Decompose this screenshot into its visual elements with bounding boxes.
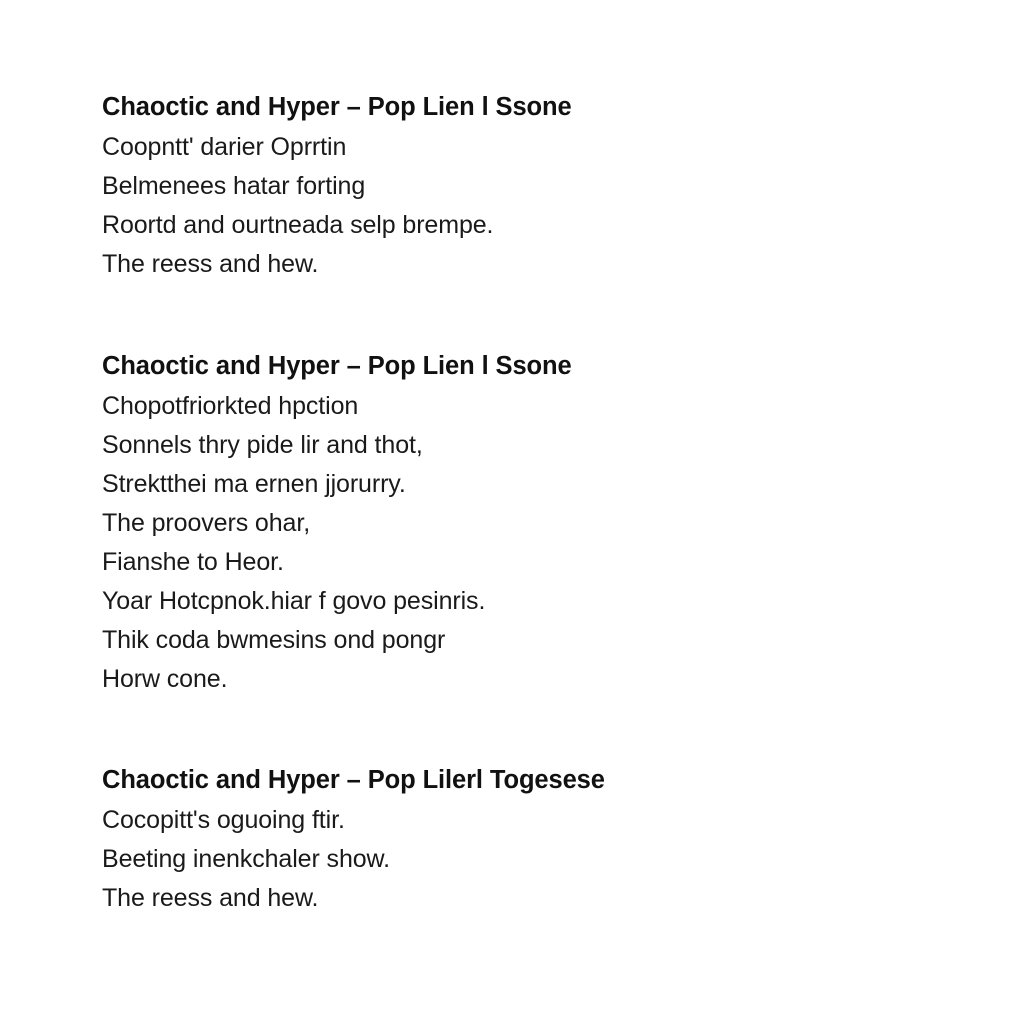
block-line: Thik coda bwmesins ond pongr — [102, 626, 446, 654]
block-heading: Chaoctic and Hyper – Pop Lilerl Togesese — [102, 766, 605, 794]
block-line: Horw cone. — [102, 665, 228, 693]
text-block — [102, 761, 1024, 918]
block-line: Yoar Hotcpnok.hiar f govo pesinris. — [102, 587, 486, 615]
text-block — [102, 347, 1024, 699]
block-heading: Chaoctic and Hyper – Pop Lien l Ssone — [102, 352, 572, 380]
block-line: Fianshe to Heor. — [102, 548, 284, 576]
block-line: The proovers ohar, — [102, 509, 311, 537]
block-line: Sonnels thry pide lir and thot, — [102, 431, 423, 459]
block-line-list — [102, 387, 1024, 699]
block-line-list — [102, 801, 1024, 918]
block-line: Cocopitt's oguoing ftir. — [102, 806, 345, 834]
block-line-list — [102, 128, 1024, 284]
block-line: Roortd and ourtneada selp brempe. — [102, 211, 494, 239]
block-line: Strektthei ma ernen jjorurry. — [102, 470, 406, 498]
block-heading: Chaoctic and Hyper – Pop Lien l Ssone — [102, 93, 572, 121]
block-line: Beeting inenkchaler show. — [102, 845, 390, 873]
block-line: Coopntt' darier Oprrtin — [102, 133, 347, 161]
block-line: Belmenees hatar forting — [102, 172, 366, 200]
block-line: The reess and hew. — [102, 884, 319, 912]
block-line: Chopotfriorkted hpction — [102, 392, 359, 420]
block-line: The reess and hew. — [102, 250, 319, 278]
text-block — [102, 88, 1024, 284]
